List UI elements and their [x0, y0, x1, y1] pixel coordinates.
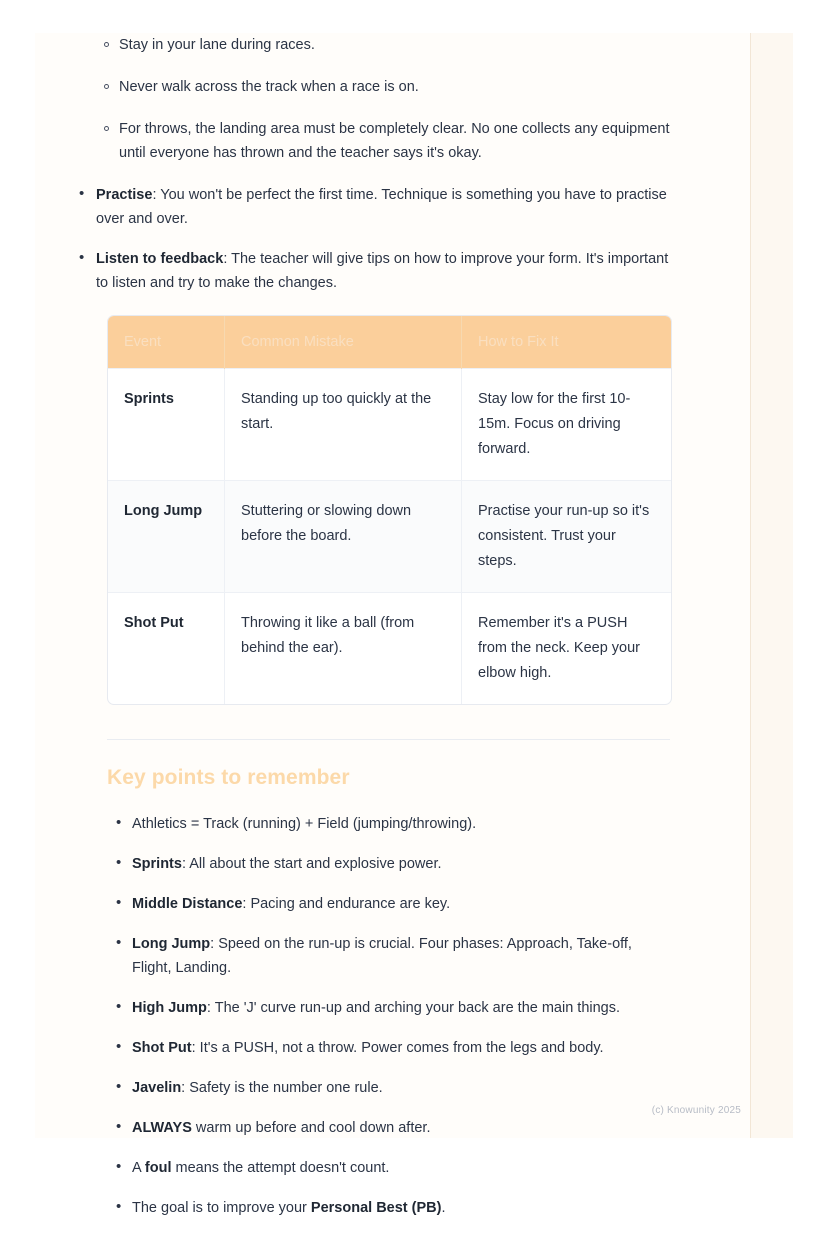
list-item [72, 75, 672, 99]
cell-fix: Stay low for the first 10-15m. Focus on driving forward. [462, 369, 672, 481]
list-item [72, 1076, 672, 1100]
list-item [72, 1036, 672, 1060]
sub-point-text: Never walk across the track when a race is on. [119, 79, 419, 95]
table-header-row [108, 316, 671, 369]
term-description: : You won't be perfect the first time. Technique is something you have to practise over and over. [96, 187, 667, 227]
key-point-term: Javelin [132, 1080, 182, 1096]
key-point-text: : It's a PUSH, not a throw. Power comes from the legs and body. [191, 1040, 604, 1056]
key-point-text: : Speed on the run-up is crucial. Four phases: Approach, Take-off, Flight, Landing. [132, 936, 632, 976]
list-item [72, 996, 672, 1020]
key-point-term: Sprints [132, 856, 182, 872]
table-row [108, 481, 671, 593]
list-item [72, 117, 672, 165]
list-item [72, 932, 672, 980]
cell-mistake: Stuttering or slowing down before the board. [225, 481, 462, 593]
term-label: Practise [96, 187, 153, 203]
document-page [35, 33, 793, 1216]
key-points-list [72, 812, 672, 1220]
key-point-text: . [441, 1200, 446, 1216]
list-item [72, 852, 672, 876]
column-header-event: Event [108, 316, 225, 369]
key-point-term: Personal Best (PB) [310, 1200, 442, 1216]
key-point-term: ALWAYS [132, 1120, 192, 1136]
table-row [108, 593, 671, 705]
main-points-list [72, 183, 672, 295]
cell-event: Shot Put [108, 593, 225, 705]
safety-sub-list [72, 33, 672, 165]
key-point-text: means the attempt doesn't count. [171, 1160, 390, 1176]
key-point-text: : All about the start and explosive power. [181, 856, 442, 872]
key-point-term: foul [144, 1160, 172, 1176]
cell-mistake: Throwing it like a ball (from behind the ear). [225, 593, 462, 705]
list-item [72, 247, 672, 295]
list-item [72, 183, 672, 231]
table-row [108, 369, 671, 481]
cell-event: Sprints [108, 369, 225, 481]
page-margin-strip [750, 33, 793, 1138]
sub-point-text: For throws, the landing area must be completely clear. No one collects any equipment until everyone has thrown and the teacher says it's okay. [119, 121, 670, 161]
cell-fix: Remember it's a PUSH from the neck. Keep your elbow high. [462, 593, 672, 705]
key-point-text: : Pacing and endurance are key. [242, 896, 451, 912]
key-point-term: High Jump [132, 1000, 207, 1016]
cell-mistake: Standing up too quickly at the start. [225, 369, 462, 481]
term-label: Listen to feedback [96, 251, 224, 267]
key-point-term: Long Jump [132, 936, 211, 952]
list-item [72, 1116, 672, 1140]
list-item [72, 812, 672, 836]
list-item [72, 1156, 672, 1180]
copyright-footer: (c) Knowunity 2025 [651, 1105, 741, 1116]
cell-fix: Practise your run-up so it's consistent. Trust your steps. [462, 481, 672, 593]
list-item [72, 33, 672, 57]
term-description: : The teacher will give tips on how to improve your form. It's important to listen and try to make the changes. [96, 251, 669, 291]
key-point-pre: The goal is to improve your [132, 1200, 311, 1216]
list-item [72, 1196, 672, 1220]
key-point-text: : The 'J' curve run-up and arching your back are the main things. [206, 1000, 621, 1016]
key-point-text: warm up before and cool down after. [191, 1120, 431, 1136]
column-header-fix: How to Fix It [462, 316, 672, 369]
section-title: Key points to remember [107, 766, 350, 789]
cell-event: Long Jump [108, 481, 225, 593]
column-header-mistake: Common Mistake [225, 316, 462, 369]
key-point-text: : Safety is the number one rule. [181, 1080, 383, 1096]
sub-point-text: Stay in your lane during races. [119, 37, 315, 53]
section-divider [107, 739, 670, 740]
key-point-pre: A [132, 1160, 145, 1176]
list-item [72, 892, 672, 916]
document-content [72, 33, 672, 1236]
key-point-term: Middle Distance [132, 896, 243, 912]
mistakes-table [107, 315, 672, 705]
key-point-term: Shot Put [132, 1040, 192, 1056]
key-point-text: Athletics = Track (running) + Field (jumping/throwing). [132, 816, 477, 832]
